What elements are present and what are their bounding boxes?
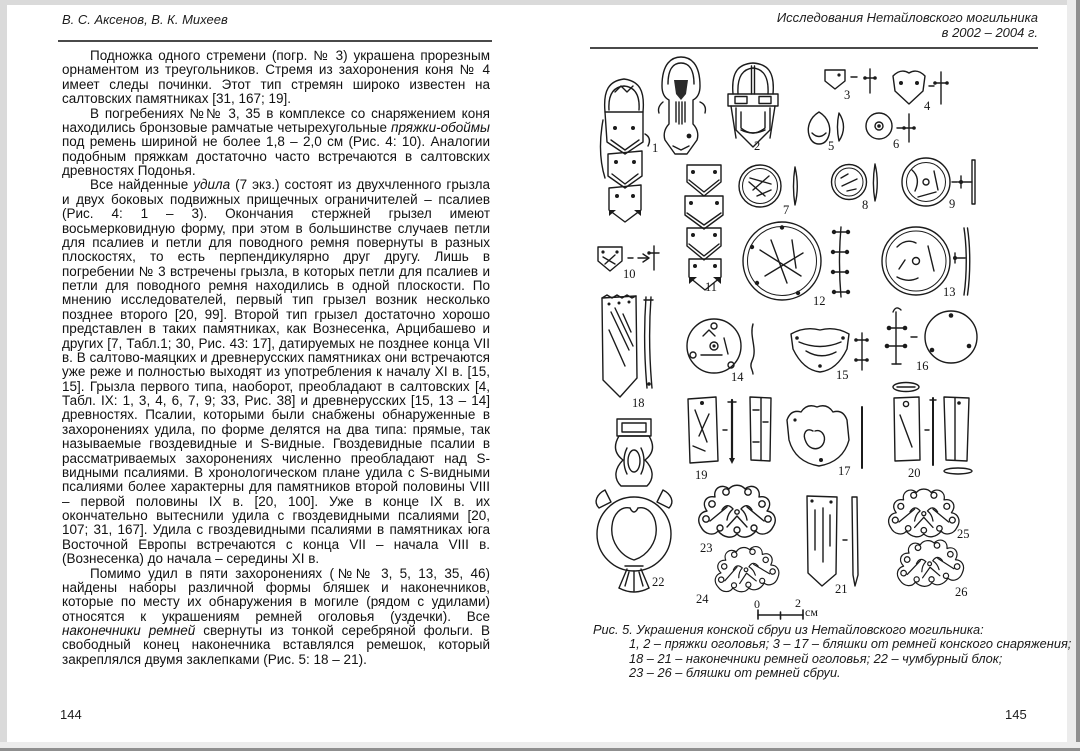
fig-label-8: 8 — [862, 198, 869, 212]
fig-label-17: 17 — [838, 464, 851, 478]
figure-caption-line: 18 – 21 – наконечники ремней оголовья; 22 – чумбурный блок; — [629, 650, 1003, 666]
fig-label-13: 13 — [943, 285, 956, 299]
fig-label-12: 12 — [813, 294, 826, 308]
page-edge — [0, 0, 1080, 5]
fig-item-24-drawing — [711, 543, 781, 596]
fig-label-21: 21 — [835, 582, 848, 596]
fig-label-15: 15 — [836, 368, 849, 382]
fig-item-26-drawing — [894, 537, 966, 590]
fig-label-4: 4 — [924, 99, 931, 113]
fig-item-22-drawing — [596, 419, 672, 592]
fig-item-1-drawing — [601, 79, 650, 222]
fig-label-10: 10 — [623, 267, 636, 281]
fig-item-2-drawing — [728, 63, 778, 147]
fig-item-16-drawing — [885, 308, 977, 364]
figure-caption-line: 1, 2 – пряжки оголовья; 3 – 17 – бляшки от ремней конского снаряжения; — [629, 636, 1072, 652]
figure-scale-bar — [758, 610, 803, 619]
header-rule-right — [590, 47, 1038, 49]
scale-end-label: 2 — [795, 596, 801, 610]
fig-label-26: 26 — [955, 585, 968, 599]
fig-label-2: 2 — [754, 139, 761, 153]
fig-label-1: 1 — [652, 141, 659, 155]
header-rule-left — [58, 40, 492, 42]
fig-item-21-drawing — [807, 496, 858, 586]
running-head-title-line1: Исследования Нетайловского могильника — [776, 10, 1038, 25]
running-head-title-line2: в 2002 – 2004 г. — [941, 25, 1038, 40]
fig-item-15-drawing — [791, 329, 869, 372]
fig-label-16: 16 — [916, 359, 929, 373]
fig-item-11-drawing — [685, 165, 723, 290]
fig-item-18-drawing — [602, 295, 653, 397]
page-edge — [0, 0, 7, 751]
fig-label-18: 18 — [632, 396, 645, 410]
fig-item-5-drawing — [808, 112, 843, 144]
running-head-title — [777, 10, 1038, 40]
fig-label-23: 23 — [700, 541, 713, 555]
fig-label-19: 19 — [695, 468, 708, 482]
scale-unit-label: см — [805, 605, 818, 619]
fig-item-6-drawing — [866, 113, 916, 142]
fig-label-20: 20 — [908, 466, 921, 480]
fig-label-5: 5 — [828, 139, 835, 153]
fig-item-23-drawing — [699, 485, 775, 537]
fig-item-14-drawing — [687, 319, 754, 374]
paragraph: Все найденные удила (7 экз.) состоят из двухчленного грызла и двух боковых подвижных прищечных ограничителей – псалиев (Рис. 4: 1 – 3). Окончания стержней грызел имеют восьмерковидную форму, при этом в большинстве случаев петли для псалиев и петли для поводного ремня повернуты в разных плоскостях, то есть перпендикулярно друг другу. Лишь в погребении № 3 встречены грызла, в которых петли для псалиев и петли для поводного ремня находились в одной плоскости. По мнению исследователей, первый тип грызел возник несколько позднее второго [20, 99]. Второй тип грызел достаточно хорошо представлен в таких памятниках, как Вознесенка, Арцибашево и других [7, Табл.1; 30, Рис. 43: 17], датируемых не позднее конца VII в. В салтово-маяцких и древнерусских памятниках они встречаются уже реже и полностью выходят из употребления к началу XI в. [15, 15]. Грызла первого типа, наоборот, преобладают в салтовских [4, Табл. IX: 1, 3, 4, 6, 7, 9; 33, Рис. 38] и древнерусских [15, 13 – 14] древностях. Псалии, которыми были снабжены обнаруженные в захоронениях удила, по форме делятся на два типа: прямые, так называемые гвоздевидные и S-видные. Гвоздевидные псалии в рассматриваемых захоронениях численно преобладают над S-видными псалиями. В хронологическом плане удила с S-видными псалиями более характерны для памятников второй половины VIII – первой половины IX в. [20, 100]. Уже в конце IX в. их окончательно вытеснили удила с гвоздевидными псалиями [20, 107; 31, 167]. Удила с гвоздевидными псалиями в памятниках юга Восточной Европы встречаются с конца VII – начала VIII в. (Вознесенка) до начала – середины XI в. — [62, 177, 490, 567]
page-number-left: 144 — [60, 707, 82, 722]
fig-item-19-drawing — [688, 397, 771, 464]
fig-item-20-drawing — [893, 383, 972, 475]
fig-item-17-drawing — [787, 406, 862, 468]
fig-label-11: 11 — [705, 280, 718, 294]
paragraph: В погребениях №№ 3, 35 в комплексе со снаряжением коня находились бронзовые рамчатые четырехугольные пряжки-обоймы под ремень шириной не более 1,8 – 2,0 см (Рис. 4: 10). Аналогии подобным пряжкам достаточно часто встречаются в салтовских древностях Подонья. — [62, 105, 490, 178]
fig-label-24: 24 — [696, 592, 709, 606]
figure-caption-line: 23 – 26 – бляшки от ремней сбруи. — [629, 665, 841, 681]
figure-caption-line: Рис. 5. Украшения конской сбруи из Нетайловского могильника: — [593, 622, 984, 637]
paragraph: Помимо удил в пяти захоронениях (№№ 3, 5, 13, 35, 46) найдены наборы различной формы бляшек и наконечников, которые по месту их обнаружения в могиле (рядом с удилами) относятся к украшениям ремней оголовья (уздечки). Все наконечники ремней свернуты из тонкой серебряной фольги. В свободный конец наконечника вставлялся ремешок, который закреплялся двумя заклепками (Рис. 5: 18 – 21). — [62, 565, 490, 667]
fig-label-14: 14 — [731, 370, 744, 384]
fig-label-3: 3 — [844, 88, 851, 102]
figure-caption — [593, 622, 1072, 681]
figure-drawing — [575, 50, 1055, 628]
running-head-authors: В. С. Аксенов, В. К. Михеев — [62, 12, 228, 27]
fig-item-9-drawing — [902, 158, 975, 206]
scale-start-label: 0 — [754, 597, 760, 611]
fig-label-6: 6 — [893, 137, 900, 151]
fig-item-7-drawing — [739, 165, 797, 207]
fig-label-22: 22 — [652, 575, 665, 589]
fig-item-8-drawing — [832, 164, 878, 201]
fig-item-13-drawing — [882, 227, 970, 295]
fig-item-12-drawing — [743, 222, 850, 300]
paragraph: Подножка одного стремени (погр. № 3) украшена прорезным орнаментом из треугольников. Стремя из захоронения коня № 4 имеет следы починки. Этот тип стремян широко известен на салтовских памятниках [31, 167; 19]. — [62, 48, 490, 107]
page-edge — [1076, 0, 1080, 751]
fig-item-3-drawing — [825, 69, 877, 93]
fig-item-25-drawing — [889, 489, 959, 537]
fig-label-7: 7 — [783, 203, 790, 217]
fig-label-25: 25 — [957, 527, 970, 541]
fig-label-9: 9 — [949, 197, 956, 211]
page-number-right: 145 — [1005, 707, 1027, 722]
fig-item-4-drawing — [893, 71, 949, 104]
fig-item-1b-drawing — [659, 57, 706, 154]
article-text — [62, 49, 490, 667]
